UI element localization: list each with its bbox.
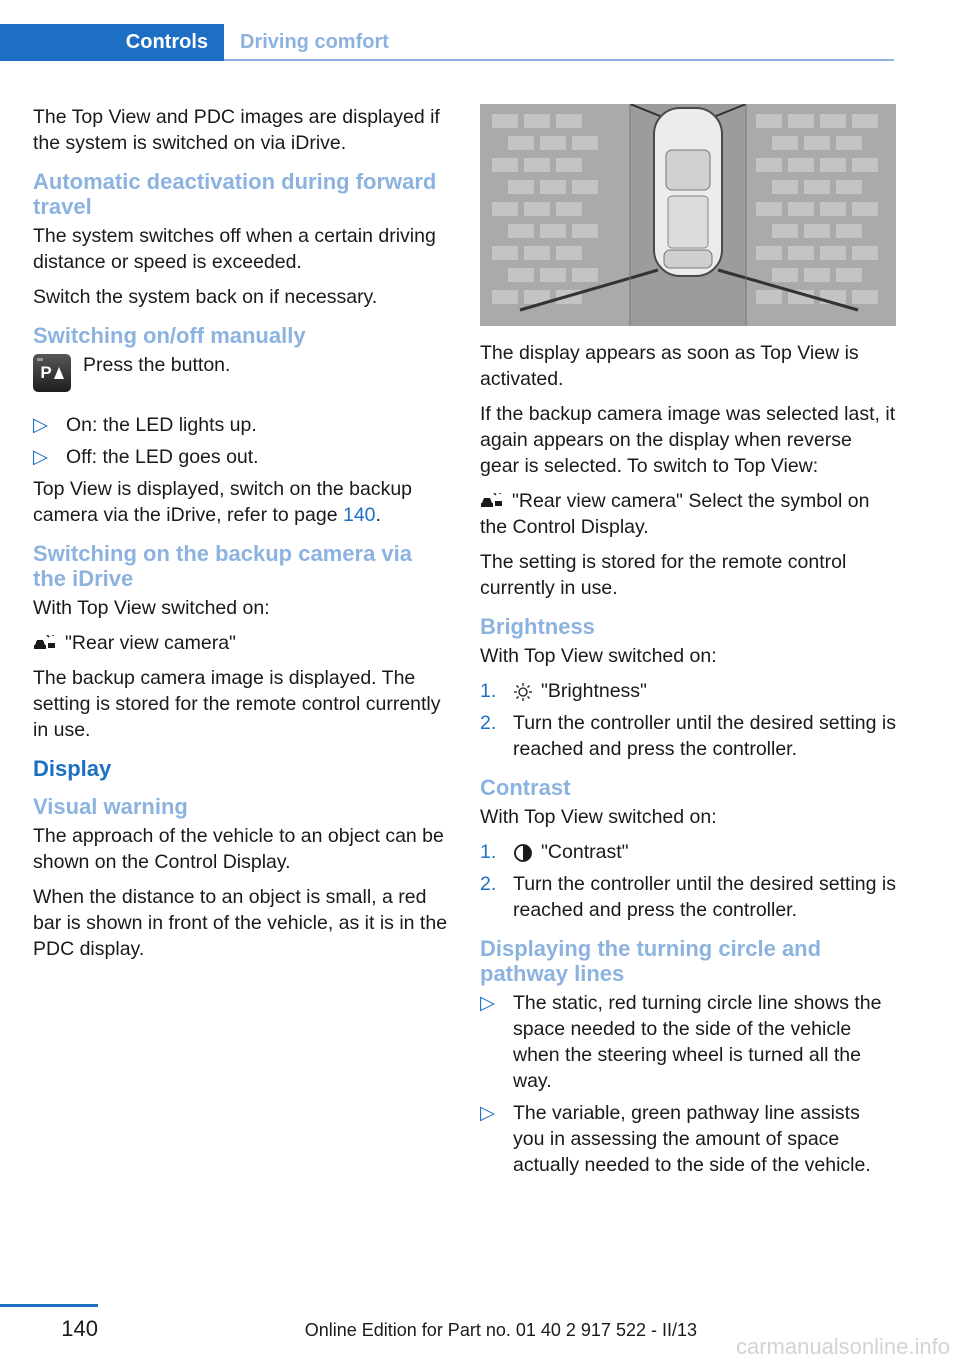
auto-deactivation-note: Switch the system back on if necessary. (33, 286, 378, 308)
select-symbol-text: "Rear view camera" Select the symbol on the Control Display. (480, 490, 870, 538)
park-assist-button-icon (33, 354, 71, 392)
right-column (480, 104, 896, 1184)
backup-last-text: If the backup camera image was selected last, it again appears on the display when reverse gear is selected. To switch to Top View: (480, 403, 896, 477)
list-item: ▷ The variable, green pathway line assists you in assessing the amount of space actually needed to the side of the vehicle. (480, 1102, 871, 1176)
rear-view-camera-icon (33, 635, 57, 653)
auto-deactivation-heading: Automatic deactivation during forward travel (33, 169, 437, 219)
list-item: 1. "Contrast" (480, 841, 629, 863)
brightness-intro: With Top View switched on: (480, 645, 717, 667)
footer-divider (0, 1304, 98, 1307)
rear-view-camera-icon (480, 493, 504, 511)
watermark: carmanualsonline.info (735, 1334, 950, 1359)
brightness-heading: Brightness (480, 614, 595, 639)
list-item: ▷ On: the LED lights up. (33, 414, 257, 436)
visual-warning-detail: When the distance to an object is small, a red bar is shown in front of the vehicle, as it is in the PDC display. (33, 886, 448, 960)
page-number: 140 (61, 1316, 98, 1341)
turning-circle-heading: Displaying the turning circle and pathway lines (480, 936, 822, 986)
header-section-tab: Controls (0, 24, 224, 61)
led-list (33, 412, 449, 470)
press-button-text: Press the button. (83, 354, 231, 376)
display-appears-text: The display appears as soon as Top View is activated. (480, 342, 859, 390)
list-item: 2. Turn the controller until the desired setting is reached and press the controller. (480, 712, 896, 760)
backup-camera-text: The backup camera image is displayed. The setting is stored for the remote control currently in use. (33, 667, 441, 741)
contrast-heading: Contrast (480, 775, 571, 800)
setting-stored-text: The setting is stored for the remote control currently in use. (480, 551, 847, 599)
backup-camera-note: Top View is displayed, switch on the backup camera via the iDrive, refer to page 140. (33, 478, 413, 526)
list-item: ▷ The static, red turning circle line shows the space needed to the side of the vehicle when the steering wheel is turned all the way. (480, 992, 882, 1092)
visual-warning-text: The approach of the vehicle to an object can be shown on the Control Display. (33, 825, 444, 873)
visual-warning-heading: Visual warning (33, 794, 188, 819)
backup-camera-intro: With Top View switched on: (33, 597, 270, 619)
brightness-icon (513, 682, 533, 702)
rear-view-menu-row: "Rear view camera" (33, 630, 449, 656)
contrast-intro: With Top View switched on: (480, 806, 717, 828)
list-item: ▷ Off: the LED goes out. (33, 446, 259, 468)
contrast-steps (480, 839, 896, 923)
button-letter: P (40, 363, 52, 382)
manual-switch-heading: Switching on/off manually (33, 323, 306, 348)
intro-text: The Top View and PDC images are displayed if the system is switched on via iDrive. (33, 106, 440, 154)
contrast-icon (513, 843, 533, 863)
top-view-image (480, 104, 896, 326)
turning-circle-list (480, 990, 896, 1178)
header-divider (224, 59, 894, 61)
brightness-steps (480, 678, 896, 762)
auto-deactivation-text: The system switches off when a certain driving distance or speed is exceeded. (33, 225, 436, 273)
footer-edition: Online Edition for Part no. 01 40 2 917 522 - II/13 (304, 1320, 697, 1340)
page-link[interactable]: 140 (342, 504, 376, 526)
list-item: 1. "Brightness" (480, 680, 647, 702)
press-button-row (33, 352, 449, 406)
list-item: 2. Turn the controller until the desired setting is reached and press the controller. (480, 873, 896, 921)
header-subsection-tab: Driving comfort (240, 31, 389, 53)
backup-camera-heading: Switching on the backup camera via the iDrive (33, 541, 412, 591)
left-column (33, 104, 449, 971)
display-heading: Display (33, 756, 112, 781)
